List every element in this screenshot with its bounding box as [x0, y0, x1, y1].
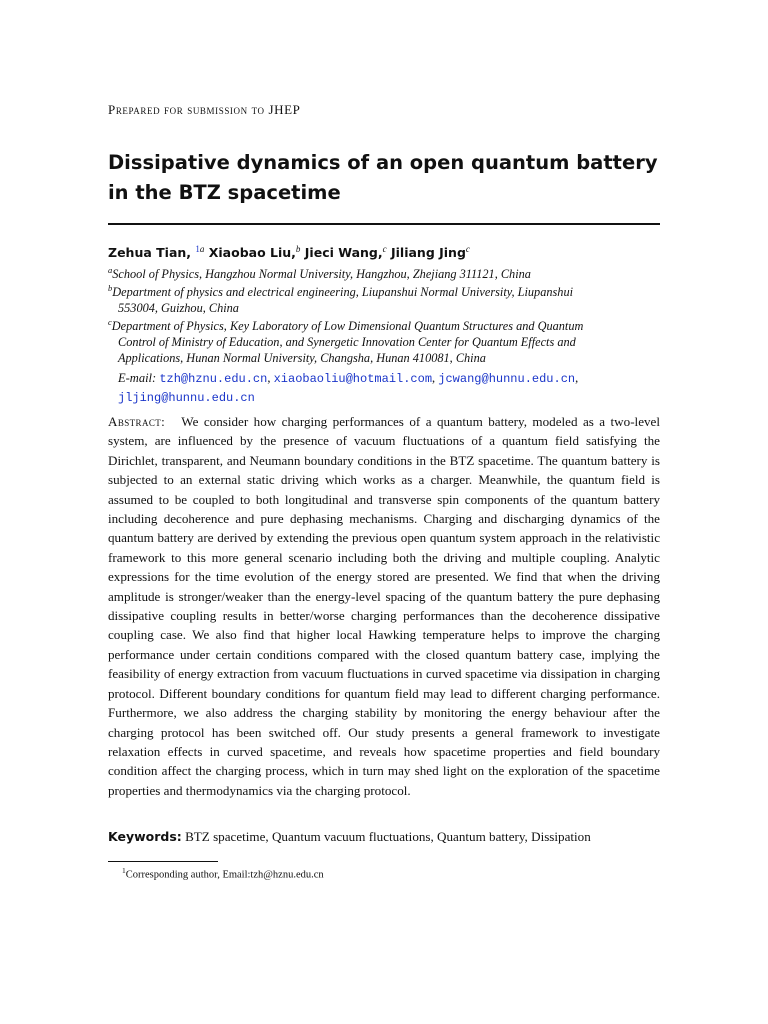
keywords-text: BTZ spacetime, Quantum vacuum fluctuations, Quantum battery, Dissipation	[185, 829, 591, 844]
email-link[interactable]: jcwang@hunnu.edu.cn	[438, 372, 576, 386]
email-block: E-mail: tzh@hznu.edu.cn, xiaobaoliu@hotmail.com, jcwang@hunnu.edu.cn, jljing@hunnu.edu.cn	[118, 371, 579, 405]
title-rule	[108, 223, 660, 225]
keywords	[108, 829, 668, 845]
email-link[interactable]: jljing@hunnu.edu.cn	[118, 391, 255, 405]
affiliation-text: Applications, Hunan Normal University, Changsha, Hunan 410081, China	[118, 351, 486, 365]
abstract-text: We consider how charging performances of a quantum battery, modeled as a two-level system, are influenced by the presence of vacuum fluctuations of a quantum field satisfying the Dirichlet, transparent, and Neumann boundary conditions in the BTZ spacetime. The quantum battery is subjected to an external static driving which works as a charger. Meanwhile, the quantum field is assumed to be coupled to both longitudinal and transverse spin components of the quantum battery including decoherence and pure dephasing mechanisms. Charging and discharging dynamics of the quantum battery are derived by extending the previous open quantum system approach in the relativistic framework to this more general scenario including both the driving and multiple coupling. Analytic expressions for the time evolution of the energy stored are presented. We find that when the driving amplitude is stronger/weaker than the energy-level spacing of the quantum battery the pure dephasing dissipative coupling results in better/worse charging performances than the decoherence dissipative coupling case. We also find that higher local Hawking temperature helps to improve the charging performance under certain conditions compared with the closed quantum battery case, implying the feasibility of energy extraction from vacuum fluctuations in curved spacetime via dissipation in charging protocol. Different boundary conditions for quantum field may lead to different charging performance. Furthermore, we also address the charging stability by monitoring the energy behaviour after the charging protocol has been switched off. Our study presents a general framework to investigate relaxation effects in curved spacetime, and reveals how spacetime properties and field boundary condition affect the charging process, which in turn may shed light on the exploration of the spacetime properties and thermodynamics via the charging protocol.	[108, 414, 660, 798]
abstract-label: Abstract:	[108, 414, 166, 429]
author-name: Zehua Tian,	[108, 245, 192, 261]
author-affiliation-mark: b	[295, 244, 301, 254]
footnote-text: Corresponding author, Email:tzh@hznu.edu.cn	[125, 869, 324, 881]
affiliation-text: Department of Physics, Key Laboratory of Low Dimensional Quantum Structures and Quantum	[111, 319, 584, 333]
affiliation-text: 553004, Guizhou, China	[118, 301, 239, 315]
affiliation-c	[108, 318, 660, 366]
affiliation-mark: a	[108, 264, 113, 275]
affiliation-text: School of Physics, Hangzhou Normal University, Hangzhou, Zhejiang 311121, China	[112, 267, 531, 281]
author-list	[108, 244, 470, 260]
footnote-ref-link[interactable]: 1	[195, 244, 200, 254]
email-label: E-mail:	[118, 371, 157, 385]
email-link[interactable]: tzh@hznu.edu.cn	[159, 372, 268, 386]
submission-note: Prepared for submission to JHEP	[108, 102, 301, 117]
footnote-mark: 1	[122, 866, 126, 875]
footnote	[122, 866, 324, 881]
affiliation-mark: b	[108, 282, 113, 293]
author-name: Xiaobao Liu,	[208, 245, 296, 261]
author-name: Jieci Wang,	[304, 245, 383, 261]
author-affiliation-mark: c	[465, 244, 470, 254]
affiliation-text: Department of physics and electrical engineering, Liupanshui Normal University, Liupanshui	[112, 285, 574, 299]
email-link[interactable]: xiaobaoliu@hotmail.com	[273, 372, 433, 386]
affiliation-b	[108, 284, 660, 316]
footnote-rule	[108, 861, 218, 862]
paper-page	[108, 0, 660, 1024]
affiliation-mark: c	[108, 316, 112, 327]
author-name: Jiliang Jing	[390, 245, 466, 261]
affiliation-text: Control of Ministry of Education, and Synergetic Innovation Center for Quantum Effects and	[118, 335, 576, 349]
paper-title: Dissipative dynamics of an open quantum battery in the BTZ spacetime	[108, 151, 658, 204]
author-affiliation-mark: c	[382, 244, 387, 254]
affiliation-a	[108, 266, 660, 282]
abstract	[108, 412, 660, 800]
keywords-label: Keywords:	[108, 829, 182, 844]
author-affiliation-mark: 1a	[195, 244, 205, 254]
